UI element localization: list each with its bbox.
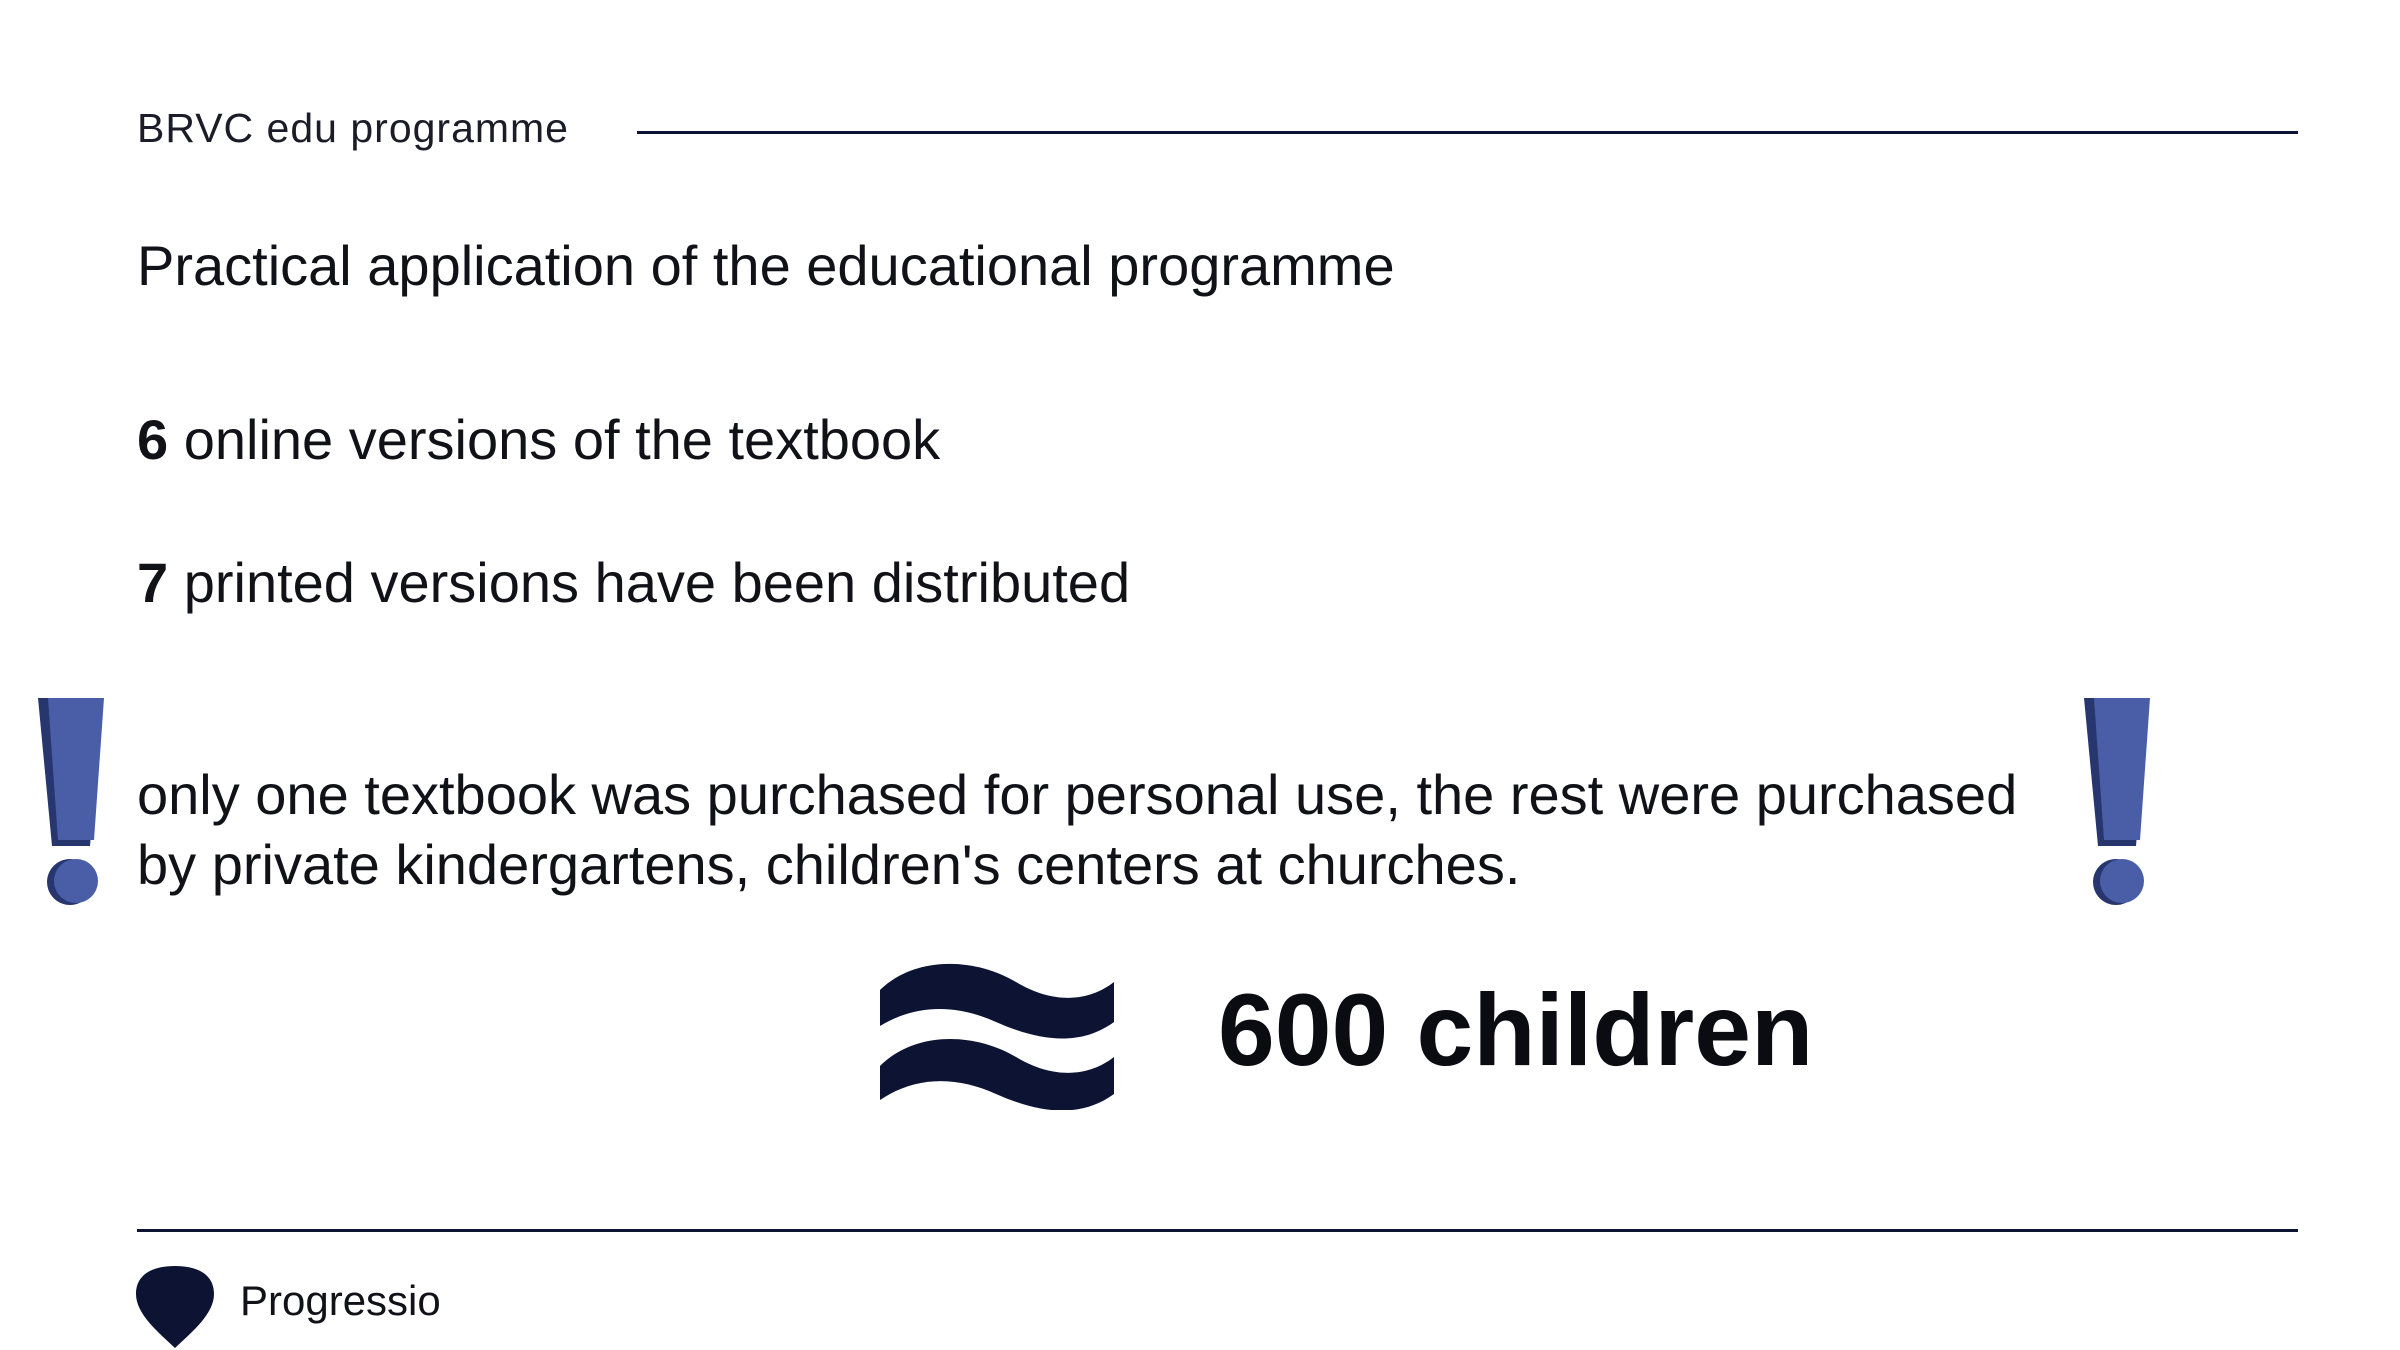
children-count: 600 children (1218, 973, 1814, 1087)
header-label: BRVC edu programme (137, 105, 569, 151)
drop-icon (134, 1262, 216, 1349)
approximately-icon (876, 960, 1118, 1110)
page-title: Practical application of the educational programme (137, 234, 1395, 297)
stat-value: 6 (137, 408, 169, 471)
stat-online-versions (137, 402, 940, 478)
stat-printed-versions (137, 545, 1130, 621)
stat-text: printed versions have been distributed (168, 551, 1131, 614)
stat-value: 7 (137, 551, 169, 614)
exclamation-icon (32, 698, 112, 908)
footer-divider (137, 1229, 2298, 1232)
purchase-note: only one textbook was purchased for personal use, the rest were purchased by private kindergartens, children's centers at churches. (137, 763, 2018, 896)
brand-name: Progressio (240, 1277, 441, 1324)
exclamation-icon (2078, 698, 2158, 908)
stat-text: online versions of the textbook (168, 408, 941, 471)
header-divider (637, 131, 2298, 134)
